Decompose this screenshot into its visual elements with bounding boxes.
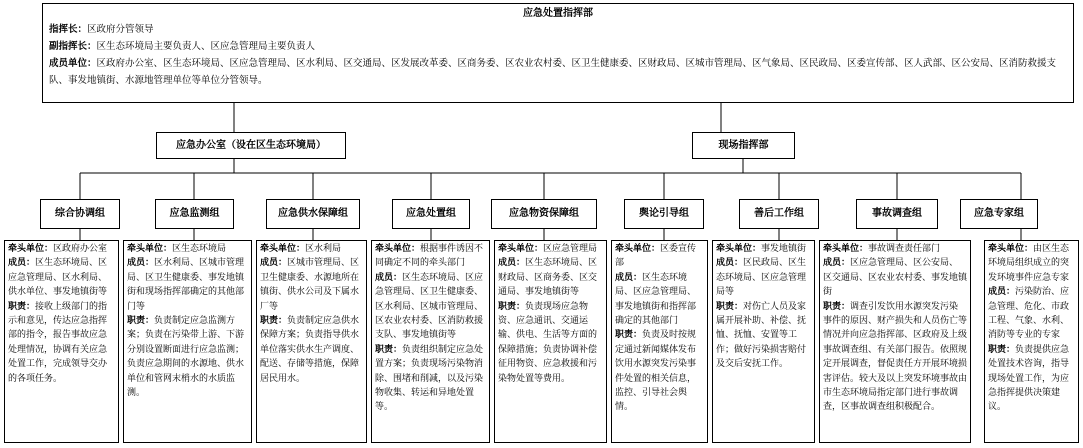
duty-row <box>988 343 1075 415</box>
group-header-aftermath <box>739 199 819 229</box>
group-name: 事故调查组 <box>872 208 922 219</box>
group-name: 应急供水保障组 <box>278 208 348 219</box>
emergency-office-box <box>156 132 346 159</box>
members-row <box>49 55 1067 89</box>
members-row <box>8 256 115 299</box>
group-card-monitoring <box>123 240 252 443</box>
group-card-aftermath <box>712 240 815 443</box>
lead-label: 牵头单位： <box>823 244 869 254</box>
members-row <box>127 256 248 314</box>
duty-label: 职责： <box>988 344 1016 355</box>
members-value: 区城市管理局、区卫生健康委、水源地所在镇街、供水公司及下属水厂等 <box>260 258 360 312</box>
members-row <box>498 256 603 299</box>
group-card-coordination <box>4 240 119 443</box>
lead-label: 牵头单位： <box>127 244 173 254</box>
group-card-materials <box>494 240 607 443</box>
members-row <box>823 256 967 299</box>
lead-row <box>127 242 248 256</box>
lead-label: 牵头单位： <box>615 244 661 254</box>
duty-label: 职责： <box>716 301 744 312</box>
members-label: 成员： <box>127 258 155 269</box>
members-label: 成员： <box>375 272 403 283</box>
group-header-experts <box>960 199 1038 229</box>
duty-label: 职责： <box>375 344 403 355</box>
commander-label: 指挥长： <box>49 24 88 35</box>
lead-value: 区应急管理局 <box>543 244 598 254</box>
duty-value: 负责制定应急监测方案；负责在污染带上游、下游分别设置断面进行应急监测；负责应急期间的水源地、供水单位和管网末梢水的水质监测。 <box>127 316 245 399</box>
lead-row <box>260 242 363 256</box>
lead-row <box>8 242 115 256</box>
group-name: 应急物资保障组 <box>509 208 579 219</box>
deputy-row <box>49 38 1067 55</box>
group-name: 应急监测组 <box>169 208 220 219</box>
group-card-experts <box>984 240 1079 443</box>
duty-label: 职责： <box>260 316 288 327</box>
members-label: 成员： <box>988 287 1016 298</box>
group-card-public-opinion <box>611 240 708 443</box>
members-value: 区政府办公室、区生态环境局、区应急管理局、区水利局、区交通局、区发展改革委、区商务委、区农业农村委、区卫生健康委、区财政局、区城市管理局、区气象局、区民政局、区委宣传部、区人武部、区公安局、区消防救援支队、事发地镇街、水源地管理单位等单位分管领导。 <box>49 58 1057 86</box>
group-name: 舆论引导组 <box>639 208 689 219</box>
members-label: 成员： <box>823 258 851 269</box>
duty-value: 负责及时按规定通过新闻媒体发布饮用水源突发污染事件处置的相关信息，监控、引导社会舆情。 <box>615 330 697 413</box>
members-value: 污染防治、应急管理、危化、市政工程、气象、水利、消防等专业的专家 <box>988 287 1070 341</box>
duty-row <box>716 300 811 372</box>
lead-row <box>615 242 704 271</box>
members-value: 区水利局、区城市管理局、区卫生健康委、事发地镇街和现场指挥部确定的其他部门等 <box>127 258 245 312</box>
members-value: 区生态环境局、区应急管理局、区水利局、供水单位、事发地镇街等 <box>8 258 108 298</box>
lead-label: 牵头单位： <box>375 244 421 254</box>
members-label: 成员单位： <box>49 58 97 69</box>
members-value: 区民政局、区生态环境局、区应急管理局等 <box>716 258 807 298</box>
group-header-coordination <box>40 199 120 229</box>
members-label: 成员： <box>615 272 643 283</box>
duty-value: 负责现场应急物资、应急通讯、交通运输、供电、生活等方面的保障措施；负责协调补偿征用物资、应急救援和污染物处置等费用。 <box>498 301 598 384</box>
duty-row <box>615 328 704 414</box>
group-card-investigation <box>819 240 971 443</box>
lead-label: 牵头单位： <box>260 244 306 254</box>
duty-row <box>8 300 115 386</box>
field-command-label: 现场指挥部 <box>718 140 769 151</box>
lead-label: 牵头单位： <box>716 244 762 254</box>
duty-label: 职责： <box>498 301 526 312</box>
group-name: 应急处置组 <box>406 208 456 219</box>
group-name: 善后工作组 <box>754 208 804 219</box>
command-headquarters-box <box>42 3 1074 103</box>
lead-value: 由区生态环境局组织成立的突发环境事件应急专家 <box>988 244 1070 283</box>
duty-row <box>498 300 603 386</box>
duty-label: 职责： <box>615 330 643 341</box>
duty-label: 职责： <box>8 301 36 312</box>
members-row <box>988 285 1075 343</box>
group-header-investigation <box>856 199 938 229</box>
duty-label: 职责： <box>823 301 851 312</box>
duty-row <box>375 343 486 415</box>
lead-label: 牵头单位： <box>8 244 54 254</box>
members-label: 成员： <box>8 258 36 269</box>
members-row <box>716 256 811 299</box>
deputy-label: 副指挥长： <box>49 41 97 52</box>
duty-value: 负责提供应急处置技术咨询，指导现场处置工作，为应急指挥提供决策建议。 <box>988 344 1070 413</box>
duty-value: 负责制定应急供水保障方案；负责指导供水单位落实供水生产调度、配送、存储等措施，保障居民用水。 <box>260 316 360 384</box>
duty-row <box>260 314 363 386</box>
group-header-disposal <box>392 199 470 229</box>
members-value: 区应急管理局、区公安局、区交通局、区农业农村委、事发地镇街 <box>823 258 968 298</box>
members-value: 区生态环境局、区应急管理局、区卫生健康委、区水利局、区城市管理局、区农业农村委、区消防救援支队、事发地镇街等 <box>375 272 484 341</box>
lead-row <box>716 242 811 256</box>
group-header-water-supply <box>266 199 360 229</box>
members-label: 成员： <box>260 258 288 269</box>
members-value: 区生态环境局、区财政局、区商务委、区交通局、事发地镇街等 <box>498 258 598 298</box>
group-header-public-opinion <box>624 199 704 229</box>
members-value: 区生态环境局、区应急管理局、事发地镇街和指挥部确定的其他部门 <box>615 272 697 327</box>
group-card-disposal <box>371 240 490 443</box>
duty-value: 调查引发饮用水源突发污染事件的原因、财产损失和人员伤亡等情况并向应急指挥部、区政府及上级事故调查组、有关部门报告。依照规定开展调查，督促责任方开展环境损害评估。较大及以上突发环境事故由市生态环境局指定部门进行事故调查，区事故调查组积极配合。 <box>823 301 968 413</box>
lead-row <box>375 242 486 271</box>
lead-value: 区生态环境局 <box>172 244 227 254</box>
lead-value: 区政府办公室 <box>53 244 108 254</box>
members-row <box>260 256 363 314</box>
lead-row <box>988 242 1075 285</box>
emergency-office-label: 应急办公室（设在区生态环境局） <box>176 140 326 151</box>
members-label: 成员： <box>498 258 526 269</box>
lead-value: 区委宣传部 <box>615 244 697 269</box>
group-header-materials <box>491 199 597 229</box>
group-name: 综合协调组 <box>55 208 105 219</box>
lead-label: 牵头单位： <box>498 244 544 254</box>
group-name: 应急专家组 <box>974 208 1024 219</box>
lead-row <box>823 242 967 256</box>
lead-value: 根据事件诱因不同确定不同的牵头部门 <box>375 244 484 269</box>
members-row <box>375 271 486 343</box>
commander-value: 区政府分管领导 <box>87 24 154 35</box>
headquarters-title: 应急处置指挥部 <box>523 8 593 19</box>
lead-row <box>498 242 603 256</box>
members-label: 成员： <box>716 258 744 269</box>
deputy-value: 区生态环境局主要负责人、区应急管理局主要负责人 <box>96 41 316 52</box>
duty-row <box>823 300 967 415</box>
lead-value: 事发地镇街 <box>761 244 807 254</box>
group-card-water-supply <box>256 240 367 443</box>
members-row <box>615 271 704 329</box>
duty-value: 负责组织制定应急处置方案；负责现场污染物消除、围堵和削减，以及污染物收集、转运和异地处置等。 <box>375 344 484 413</box>
field-command-box <box>692 132 795 159</box>
lead-value: 区水利局 <box>305 244 342 254</box>
lead-label: 牵头单位： <box>988 244 1034 254</box>
duty-row <box>127 314 248 400</box>
commander-row <box>49 21 1067 38</box>
duty-value: 对伤亡人员及家属开展补助、补偿、抚恤、抚恤、安置等工作；做好污染损害赔付及交后安抚工作。 <box>716 301 807 370</box>
duty-label: 职责： <box>127 316 155 327</box>
group-header-monitoring <box>155 199 234 229</box>
lead-value: 事故调查责任部门 <box>868 244 941 254</box>
duty-value: 接收上级部门的指示和意见，传达应急指挥部的指令，报告事故应急处理情况，协调有关应急处置工作，完成领导交办的各项任务。 <box>8 301 108 384</box>
